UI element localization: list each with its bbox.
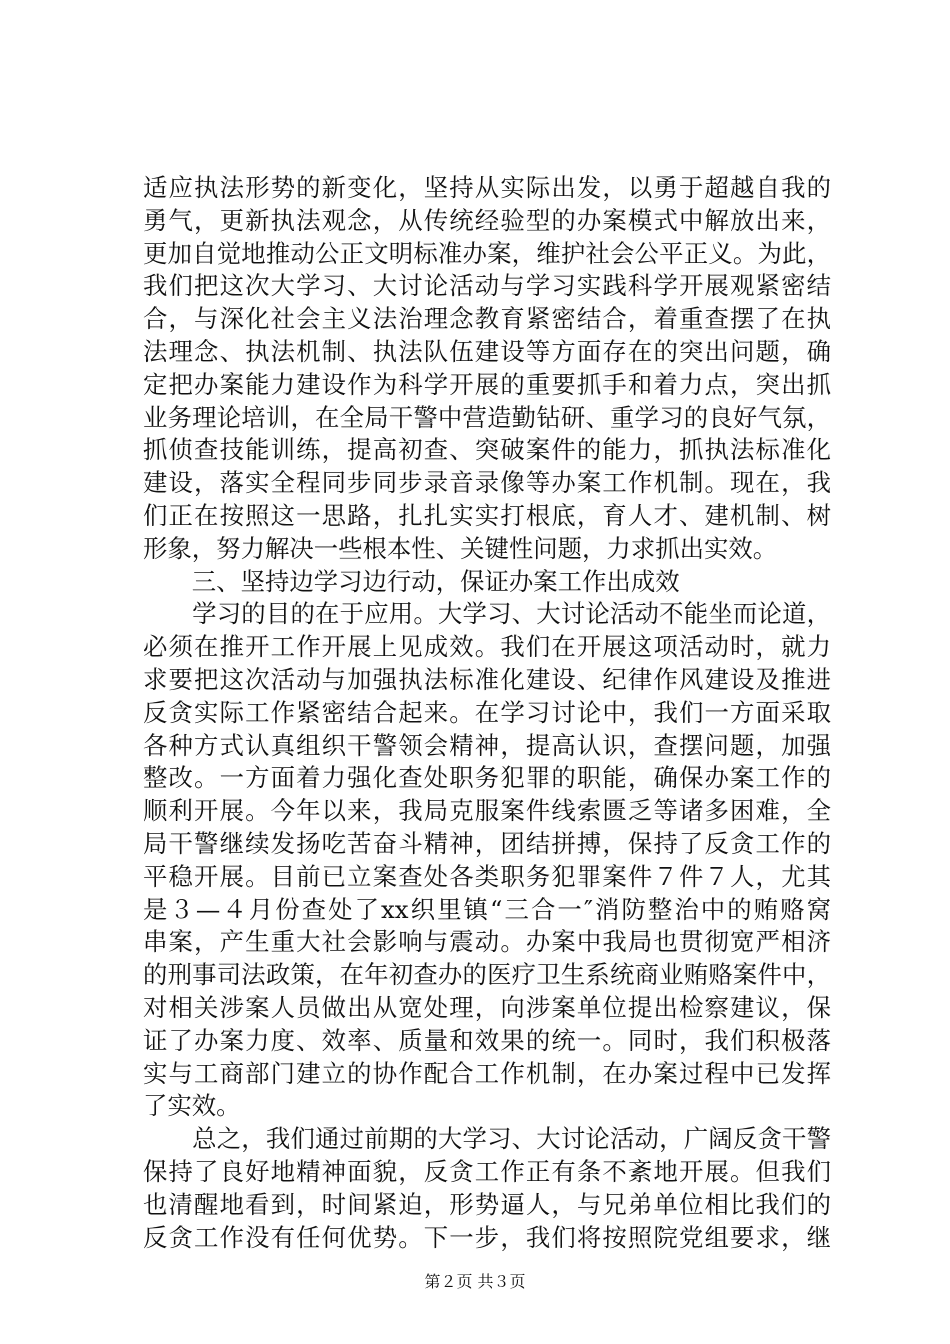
text-line: 合，与深化社会主义法治理念教育紧密结合，着重查摆了在执 — [143, 304, 831, 334]
text-line: 反贪实际工作紧密结合起来。在学习讨论中，我们一方面采取 — [143, 697, 831, 727]
text-line: 局干警继续发扬吃苦奋斗精神，团结拼搏，保持了反贪工作的 — [143, 828, 831, 858]
text-line: 业务理论培训，在全局干警中营造勤钻研、重学习的良好气氛， — [143, 402, 831, 432]
text-line: 实与工商部门建立的协作配合工作机制，在办案过程中已发挥 — [143, 1058, 831, 1088]
text-line: 形象，努力解决一些根本性、关键性问题，力求抓出实效。 — [143, 533, 778, 563]
text-line: 各种方式认真组织干警领会精神，提高认识，查摆问题，加强 — [143, 730, 831, 760]
text-line: 我们把这次大学习、大讨论活动与学习实践科学开展观紧密结 — [143, 271, 831, 301]
text-line: 勇气，更新执法观念，从传统经验型的办案模式中解放出来， — [143, 205, 831, 235]
text-line: 法理念、执法机制、执法队伍建设等方面存在的突出问题，确 — [143, 336, 831, 366]
text-line: 也清醒地看到，时间紧迫，形势逼人，与兄弟单位相比我们的 — [143, 1189, 831, 1219]
text-line: 整改。一方面着力强化查处职务犯罪的职能，确保办案工作的 — [143, 763, 831, 793]
text-line: 反贪工作没有任何优势。下一步，我们将按照院党组要求，继 — [143, 1222, 831, 1252]
text-line: 顺利开展。今年以来，我局克服案件线索匮乏等诸多困难，全 — [143, 796, 831, 826]
text-line: 必须在推开工作开展上见成效。我们在开展这项活动时，就力 — [143, 632, 831, 662]
text-line: 对相关涉案人员做出从宽处理，向涉案单位提出检察建议，保 — [143, 992, 831, 1022]
text-line: 抓侦查技能训练，提高初查、突破案件的能力，抓执法标准化 — [143, 435, 831, 465]
text-line: 总之，我们通过前期的大学习、大讨论活动，广阔反贪干警 — [143, 1124, 831, 1154]
text-line: 更加自觉地推动公正文明标准办案，维护社会公平正义。为此， — [143, 238, 831, 268]
text-line: 保持了良好地精神面貌，反贪工作正有条不紊地开展。但我们 — [143, 1156, 831, 1186]
section-heading: 三、坚持边学习边行动，保证办案工作出成效 — [143, 566, 680, 596]
text-line: 是３—４月份查处了xx织里镇“三合一″消防整治中的贿赂窝 — [143, 894, 831, 924]
page-number: 第２页 共３页 — [424, 1272, 526, 1291]
text-line: 们正在按照这一思路，扎扎实实打根底，育人才、建机制、树 — [143, 500, 831, 530]
text-line: 适应执法形势的新变化，坚持从实际出发，以勇于超越自我的 — [143, 173, 831, 202]
text-line: 定把办案能力建设作为科学开展的重要抓手和着力点，突出抓 — [143, 369, 831, 399]
text-line: 平稳开展。目前已立案查处各类职务犯罪案件７件７人，尤其 — [143, 861, 831, 891]
text-line: 证了办案力度、效率、质量和效果的统一。同时，我们积极落 — [143, 1025, 831, 1055]
page-footer — [0, 1272, 950, 1292]
text-line: 的刑事司法政策，在年初查办的医疗卫生系统商业贿赂案件中， — [143, 960, 831, 990]
body-text — [143, 172, 831, 1254]
text-line: 建设，落实全程同步同步录音录像等办案工作机制。现在，我 — [143, 468, 831, 498]
text-line: 学习的目的在于应用。大学习、大讨论活动不能坐而论道， — [143, 599, 831, 629]
text-line: 串案，产生重大社会影响与震动。办案中我局也贯彻宽严相济 — [143, 927, 831, 957]
text-line: 求要把这次活动与加强执法标准化建设、纪律作风建设及推进 — [143, 664, 831, 694]
text-line: 了实效。 — [143, 1091, 241, 1121]
